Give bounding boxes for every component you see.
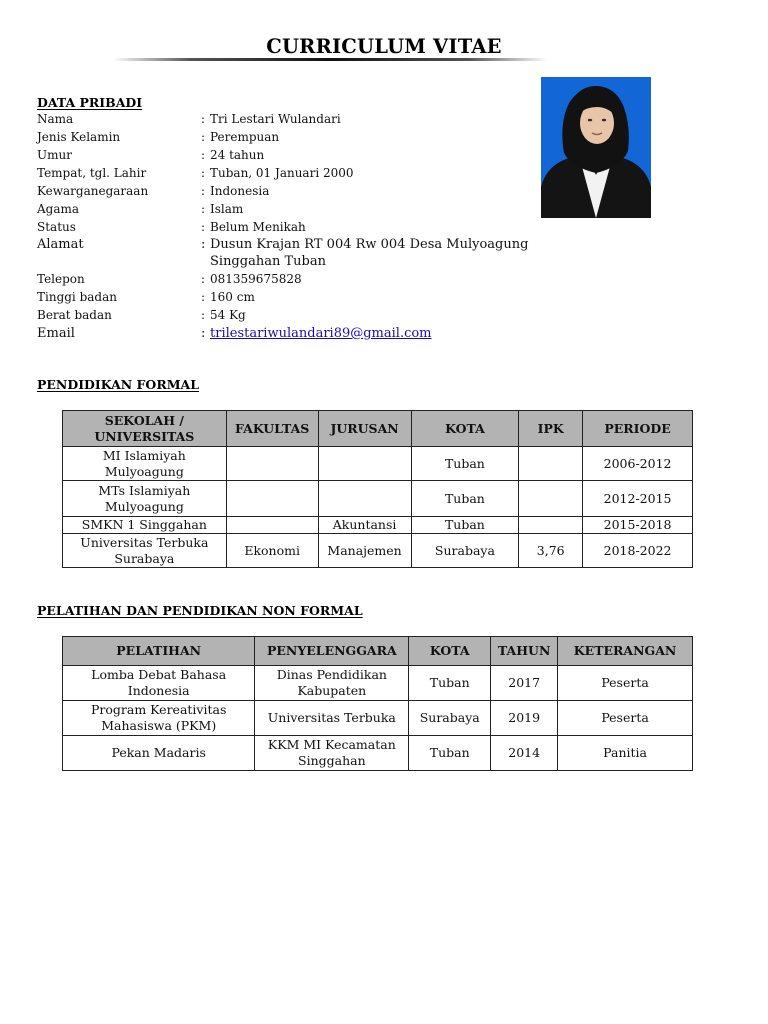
table-cell: Program Kereativitas Mahasiswa (PKM) xyxy=(63,701,255,736)
table-cell: SMKN 1 Singgahan xyxy=(63,517,227,534)
table-cell: Manajemen xyxy=(318,534,411,568)
table-cell: 2012-2015 xyxy=(583,481,693,517)
colon: : xyxy=(201,308,206,322)
cv-title: CURRICULUM VITAE xyxy=(266,35,502,58)
personal-value: Indonesia xyxy=(210,184,270,198)
colon: : xyxy=(201,326,206,341)
person-silhouette-icon xyxy=(541,77,651,218)
col-header: SEKOLAH / UNIVERSITAS xyxy=(63,411,227,447)
col-header: JURUSAN xyxy=(318,411,411,447)
personal-value: 160 cm xyxy=(210,290,255,304)
personal-value: 24 tahun xyxy=(210,148,265,162)
title-underline xyxy=(112,58,547,61)
table-cell: Tuban xyxy=(409,736,491,771)
table-cell xyxy=(226,447,318,481)
table-row xyxy=(63,736,693,771)
personal-label: Email xyxy=(37,326,75,341)
table-cell: 3,76 xyxy=(519,534,583,568)
table-row xyxy=(63,481,693,517)
table-cell xyxy=(519,517,583,534)
profile-photo xyxy=(541,77,651,218)
col-header: KOTA xyxy=(411,411,519,447)
table-cell: 2018-2022 xyxy=(583,534,693,568)
table-cell: 2015-2018 xyxy=(583,517,693,534)
personal-label: Kewarganegaraan xyxy=(37,184,149,198)
personal-label: Tempat, tgl. Lahir xyxy=(37,166,147,180)
colon: : xyxy=(201,166,206,180)
col-header: PERIODE xyxy=(583,411,693,447)
table-cell xyxy=(318,447,411,481)
table-cell: Surabaya xyxy=(411,534,519,568)
table-cell: 2017 xyxy=(491,666,558,701)
colon: : xyxy=(201,130,206,144)
table-cell: 2019 xyxy=(491,701,558,736)
table-row xyxy=(63,666,693,701)
table-cell: Pekan Madaris xyxy=(63,736,255,771)
personal-value-line2: Singgahan Tuban xyxy=(210,254,326,269)
personal-label: Jenis Kelamin xyxy=(37,130,121,144)
personal-label: Berat badan xyxy=(37,308,112,322)
colon: : xyxy=(201,202,206,216)
table-cell: Tuban xyxy=(411,517,519,534)
table-cell: Peserta xyxy=(558,666,693,701)
colon: : xyxy=(201,112,206,126)
table-cell: Universitas Terbuka Surabaya xyxy=(63,534,227,568)
personal-label: Nama xyxy=(37,112,74,126)
table-row xyxy=(63,701,693,736)
table-cell: MI Islamiyah Mulyoagung xyxy=(63,447,227,481)
personal-label: Telepon xyxy=(37,272,85,286)
table-cell: Tuban xyxy=(409,666,491,701)
personal-value: 081359675828 xyxy=(210,272,302,286)
table-header-row xyxy=(63,637,693,666)
col-header: KOTA xyxy=(409,637,491,666)
personal-label: Agama xyxy=(37,202,80,216)
table-cell: Dinas Pendidikan Kabupaten xyxy=(255,666,409,701)
personal-value: Belum Menikah xyxy=(210,220,306,234)
personal-value: Dusun Krajan RT 004 Rw 004 Desa Mulyoagung xyxy=(210,237,529,252)
table-cell: Tuban xyxy=(411,447,519,481)
col-header: PELATIHAN xyxy=(63,637,255,666)
table-cell xyxy=(318,481,411,517)
col-header: TAHUN xyxy=(491,637,558,666)
col-header: KETERANGAN xyxy=(558,637,693,666)
personal-value: Islam xyxy=(210,202,244,216)
table-cell: Panitia xyxy=(558,736,693,771)
table-cell xyxy=(226,517,318,534)
pelatihan-heading: PELATIHAN DAN PENDIDIKAN NON FORMAL xyxy=(37,603,363,618)
table-row xyxy=(63,517,693,534)
col-header: PENYELENGGARA xyxy=(255,637,409,666)
pendidikan-formal-heading: PENDIDIKAN FORMAL xyxy=(37,377,200,392)
personal-label: Alamat xyxy=(37,237,84,252)
table-cell: 2014 xyxy=(491,736,558,771)
table-cell xyxy=(519,481,583,517)
email-link[interactable]: trilestariwulandari89@gmail.com xyxy=(210,326,432,341)
table-cell xyxy=(519,447,583,481)
personal-value: Perempuan xyxy=(210,130,280,144)
table-cell: Tuban xyxy=(411,481,519,517)
personal-label: Umur xyxy=(37,148,72,162)
colon: : xyxy=(201,290,206,304)
colon: : xyxy=(201,148,206,162)
table-cell: Ekonomi xyxy=(226,534,318,568)
table-cell: Peserta xyxy=(558,701,693,736)
table-cell: Universitas Terbuka xyxy=(255,701,409,736)
colon: : xyxy=(201,237,206,252)
personal-value: 54 Kg xyxy=(210,308,246,322)
table-cell: 2006-2012 xyxy=(583,447,693,481)
table-row xyxy=(63,447,693,481)
table-cell: Akuntansi xyxy=(318,517,411,534)
personal-label: Tinggi badan xyxy=(37,290,117,304)
col-header: FAKULTAS xyxy=(226,411,318,447)
personal-label: Status xyxy=(37,220,76,234)
data-pribadi-heading: DATA PRIBADI xyxy=(37,95,143,110)
colon: : xyxy=(201,220,206,234)
table-cell xyxy=(226,481,318,517)
colon: : xyxy=(201,184,206,198)
table-cell: Surabaya xyxy=(409,701,491,736)
col-header: IPK xyxy=(519,411,583,447)
formal-education-table xyxy=(62,410,693,568)
table-cell: Lomba Debat Bahasa Indonesia xyxy=(63,666,255,701)
colon: : xyxy=(201,272,206,286)
training-table xyxy=(62,636,693,771)
table-cell: MTs Islamiyah Mulyoagung xyxy=(63,481,227,517)
table-cell: KKM MI Kecamatan Singgahan xyxy=(255,736,409,771)
personal-value: Tuban, 01 Januari 2000 xyxy=(210,166,354,180)
personal-value: Tri Lestari Wulandari xyxy=(210,112,341,126)
table-row xyxy=(63,534,693,568)
table-header-row xyxy=(63,411,693,447)
